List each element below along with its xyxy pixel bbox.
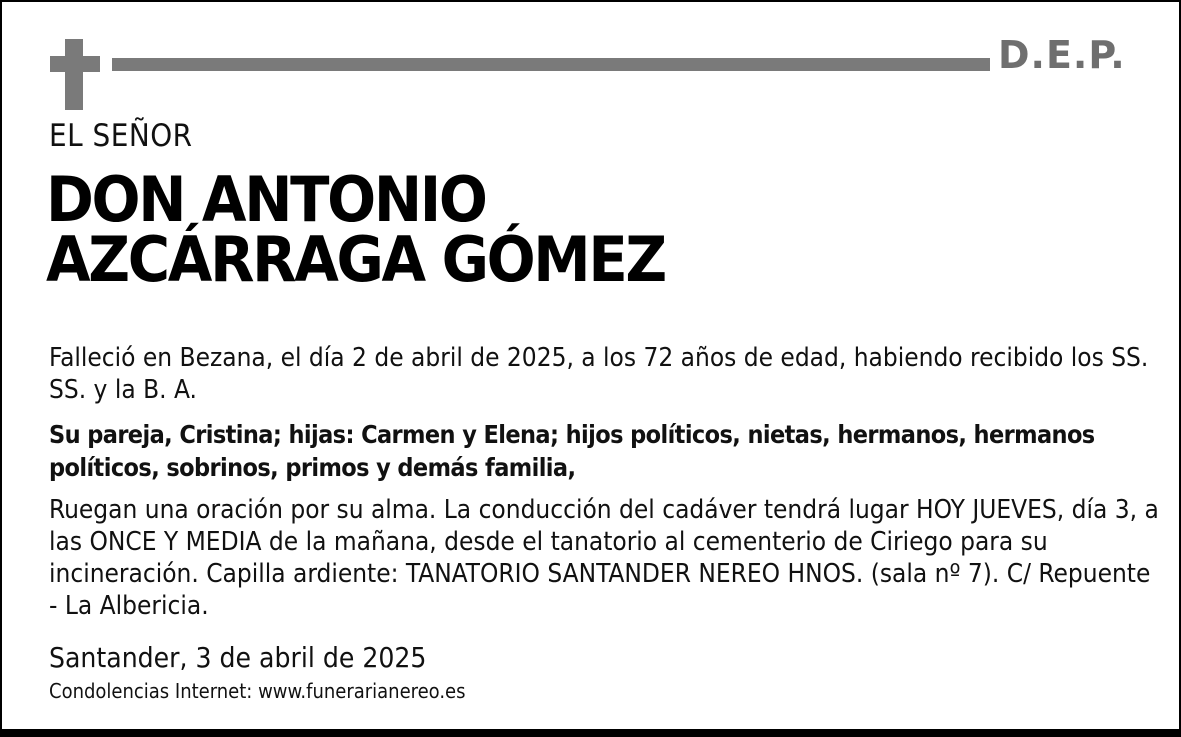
salutation: EL SEÑOR <box>49 118 193 154</box>
deceased-name-line1: DON ANTONIO <box>46 163 486 236</box>
deceased-name <box>46 163 665 296</box>
death-notice-text: Falleció en Bezana, el día 2 de abril de 2025, a los 72 años de edad, habiendo recibido los SS. SS. y la B. A. <box>49 343 1149 405</box>
ceremony-text: Ruegan una oración por su alma. La conducción del cadáver tendrá lugar HOY JUEVES, día 3, a las ONCE Y MEDIA de la mañana, desde el tanatorio al cementerio de Ciriego para su incineración. Capilla ardiente: TANATORIO SANTANDER NEREO HNOS. (sala nº 7). C/ Repuente - La Albericia. <box>49 495 1159 621</box>
place-date: Santander, 3 de abril de 2025 <box>49 641 427 674</box>
deceased-name-line2: AZCÁRRAGA GÓMEZ <box>46 223 665 296</box>
condolences-line: Condolencias Internet: www.funerarianereo.es <box>49 679 466 703</box>
family-text: Su pareja, Cristina; hijas: Carmen y Elena; hijos políticos, nietas, hermanos, hermanos políticos, sobrinos, primos y demás familia, <box>49 420 1095 482</box>
dep-label: D.E.P. <box>998 33 1126 77</box>
cross-icon <box>65 39 83 110</box>
cross-icon-crossbar <box>50 56 100 72</box>
header-rule <box>112 58 990 71</box>
